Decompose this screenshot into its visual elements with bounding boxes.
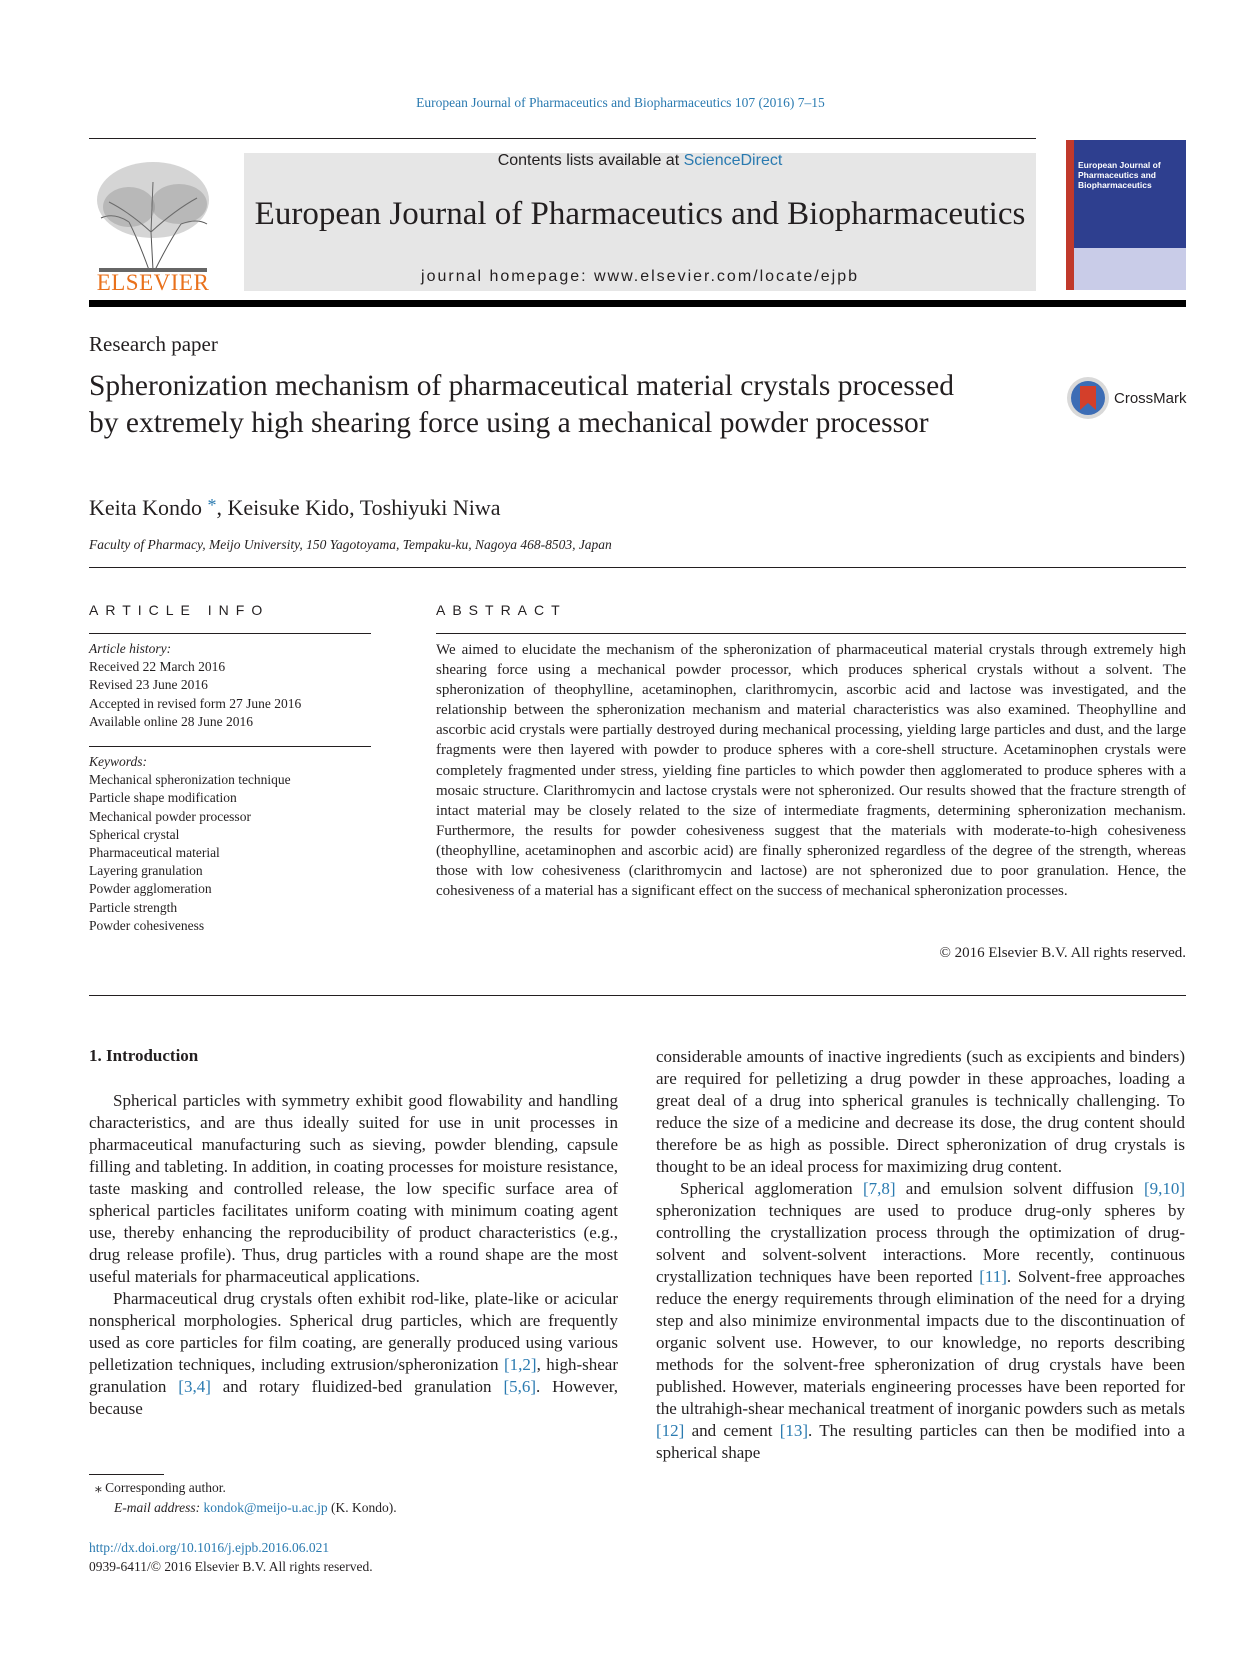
introduction-heading: 1. Introduction xyxy=(89,1046,199,1065)
keywords-rule xyxy=(89,746,371,747)
keyword-item: Particle strength xyxy=(89,899,178,915)
crossmark-label[interactable]: CrossMark xyxy=(1114,390,1187,407)
body-column-left xyxy=(89,1090,618,1420)
abstract-heading: ABSTRACT xyxy=(436,602,567,618)
cover-band xyxy=(1066,140,1186,248)
other-authors: , Keisuke Kido, Toshiyuki Niwa xyxy=(216,495,501,520)
reference-link[interactable]: [11] xyxy=(979,1267,1007,1286)
history-received: Received 22 March 2016 xyxy=(89,659,226,675)
title-bottom-rule xyxy=(89,567,1186,568)
author-kondo[interactable]: Keita Kondo xyxy=(89,495,203,520)
reference-link[interactable]: [12] xyxy=(656,1421,685,1440)
reference-link[interactable]: [5,6] xyxy=(503,1377,537,1396)
history-revised: Revised 23 June 2016 xyxy=(89,677,208,693)
intro-paragraph-2-cont: considerable amounts of inactive ingredients (such as excipients and binders) are required for pelletizing a drug powder in these approaches, loading a great deal of a drug into spherical granules is technically challenging. To reduce the size of a medicine and decrease its dose, the drug content should therefore be as high as possible. Direct spheronization of drug crystals is thought to be an ideal process for maximizing drug content. xyxy=(656,1047,1185,1176)
journal-homepage[interactable]: journal homepage: www.elsevier.com/locate/ejpb xyxy=(421,268,859,285)
header-top-rule xyxy=(89,138,1036,139)
p3-text-c: spheronization techniques are used to produce drug-only spheres by controlling the crystallization process through the optimization of drug-solvent and solvent-solvent interactions. More recently, continuous crystallization techniques have been reported xyxy=(656,1201,1185,1286)
keyword-item: Powder cohesiveness xyxy=(89,917,205,933)
journal-title: European Journal of Pharmaceutics and Biopharmaceutics xyxy=(254,196,1026,232)
p2-text-a: Pharmaceutical drug crystals often exhibit rod-like, plate-like or acicular nonspherical morphologies. Spherical drug particles, which are frequently used as core particles for film coating, are generally produced using various pelletization techniques, including extrusion/spheronization xyxy=(89,1289,618,1374)
p2-text-b: , high-shear granulation xyxy=(89,1355,618,1396)
contents-line xyxy=(244,152,1036,170)
keywords-list xyxy=(89,753,371,935)
contents-prefix: Contents lists available at xyxy=(497,152,684,169)
doi-link[interactable]: http://dx.doi.org/10.1016/j.ejpb.2016.06.021 xyxy=(89,1540,330,1555)
article-history xyxy=(89,640,371,731)
cover-edge xyxy=(1066,140,1074,290)
history-online: Available online 28 June 2016 xyxy=(89,713,253,729)
affiliation: Faculty of Pharmacy, Meijo University, 150 Yagotoyama, Tempaku-ku, Nagoya 468-8503, Japan xyxy=(89,537,612,552)
article-info-heading: ARTICLE INFO xyxy=(89,602,270,618)
p3-text-a: Spherical agglomeration xyxy=(680,1179,863,1198)
p2-text-d: . However, because xyxy=(89,1377,619,1418)
doi-block xyxy=(89,1538,373,1576)
issn-line: 0939-6411/© 2016 Elsevier B.V. All rights reserved. xyxy=(89,1559,373,1574)
keywords-label: Keywords: xyxy=(89,754,147,769)
crossmark-icon[interactable] xyxy=(1066,376,1110,420)
keyword-item: Particle shape modification xyxy=(89,790,237,806)
cover-title: European Journal of Pharmaceutics and Biopharmaceutics xyxy=(1078,160,1161,190)
footnote xyxy=(89,1478,618,1518)
reference-link[interactable]: [7,8] xyxy=(862,1179,896,1198)
reference-link[interactable]: [13] xyxy=(779,1421,809,1440)
article-type: Research paper xyxy=(89,332,218,356)
keyword-item: Spherical crystal xyxy=(89,826,180,842)
intro-paragraph-3 xyxy=(656,1178,1185,1464)
reference-link[interactable]: [3,4] xyxy=(178,1377,211,1396)
corresponding-author-mark[interactable]: * xyxy=(207,495,217,515)
abstract-text: We aimed to elucidate the mechanism of the spheronization of pharmaceutical material crystals through extremely high shearing force using a mechanical powder processor, which produces spherical crystals without a solvent. The spheronization of theophylline, acetaminophen, clarithromycin, ascorbic acid and lactose was investigated, and the relationship between the spheronization mechanism and material characteristics was also examined. Theophylline and ascorbic acid crystals were partially destroyed during mechanical processing, yielding large particles and dust, and the large fragments were then layered with powder to produce spheres with a core-shell structure. Acetaminophen crystals were completely fragmented under stress, yielding fine particles to which powder then agglomerated to produce spheres with a mosaic structure. Clarithromycin and lactose crystals were not spheronized. Our results showed that the fracture strength of intact material may be closely related to the size of intermediate fragments, determining spheronization mechanism. Furthermore, the results for powder cohesiveness suggest that the materials with moderate-to-high cohesiveness (theophylline, acetaminophen and ascorbic acid) are finally spheronized regardless of the degree of the strength, whereas those with low cohesiveness (clarithromycin and lactose) are not spheronized due to poor granulation. Hence, the cohesiveness of a material has a significant effect on the success of mechanical spheronization processes. xyxy=(436,642,1186,900)
p3-text-b: and emulsion solvent diffusion xyxy=(895,1179,1144,1198)
intro-paragraph-1: Spherical particles with symmetry exhibit good flowability and handling characteristics, and are thus ideally suited for use in unit processes in pharmaceutical manufacturing such as sieving, powder blending, capsule filling and tableting. In addition, in coating processes for moisture resistance, taste masking and controlled release, the low specific surface area of spherical particles facilitates uniform coating with minimum coating agent use, thereby enhancing the reproducibility of product characteristics (e.g., drug release profile). Thus, drug particles with a round shape are the most useful materials for pharmaceutical applications. xyxy=(89,1091,618,1286)
footnote-rule xyxy=(89,1474,164,1475)
body-column-right xyxy=(656,1046,1185,1464)
journal-cover-thumbnail[interactable] xyxy=(1066,140,1186,290)
p3-text-d: . Solvent-free approaches reduce the energy requirements through elimination of the need for a drying step and also minimize environmental impacts due to the discontinuation of organic solvent use. However, to our knowledge, no reports describing methods for the solvent-free spheronization of drug crystals have been published. However, materials engineering processes have been reported for the ultrahigh-shear mechanical treatment of inorganic powders such as metals xyxy=(656,1267,1185,1418)
article-title: Spheronization mechanism of pharmaceutical material crystals processed by extremely high shearing force using a mechanical powder processor xyxy=(89,370,955,439)
email-link[interactable]: kondok@meijo-u.ac.jp xyxy=(203,1500,328,1515)
keyword-item: Pharmaceutical material xyxy=(89,845,220,861)
email-label: E-mail address: xyxy=(114,1500,204,1515)
reference-link[interactable]: [9,10] xyxy=(1143,1179,1186,1198)
keyword-item: Mechanical spheronization technique xyxy=(89,772,291,788)
corresponding-author-note: ⁎ Corresponding author. xyxy=(95,1480,226,1495)
p2-text-c: and rotary fluidized-bed granulation xyxy=(210,1377,504,1396)
p3-text-f: . The resulting particles can then be modified into a spherical shape xyxy=(656,1421,1185,1462)
email-suffix: (K. Kondo). xyxy=(327,1500,397,1515)
keyword-item: Mechanical powder processor xyxy=(89,808,251,824)
reference-link[interactable]: [1,2] xyxy=(503,1355,537,1374)
author-list xyxy=(89,495,501,521)
article-info-rule xyxy=(89,633,371,634)
sciencedirect-link[interactable]: ScienceDirect xyxy=(683,152,783,169)
abstract-bottom-rule xyxy=(89,995,1186,996)
keyword-item: Layering granulation xyxy=(89,863,203,879)
history-accepted: Accepted in revised form 27 June 2016 xyxy=(89,695,302,711)
p3-text-e: and cement xyxy=(684,1421,780,1440)
abstract-copyright: © 2016 Elsevier B.V. All rights reserved. xyxy=(939,945,1186,961)
header-bottom-rule xyxy=(89,300,1186,307)
abstract-rule xyxy=(436,633,1186,634)
keyword-item: Powder agglomeration xyxy=(89,881,212,897)
history-label: Article history: xyxy=(89,641,172,656)
journal-citation[interactable]: European Journal of Pharmaceutics and Biopharmaceutics 107 (2016) 7–15 xyxy=(416,95,825,110)
email-line xyxy=(89,1498,618,1518)
elsevier-wordmark[interactable]: ELSEVIER xyxy=(96,270,210,295)
intro-paragraph-2 xyxy=(89,1288,618,1420)
